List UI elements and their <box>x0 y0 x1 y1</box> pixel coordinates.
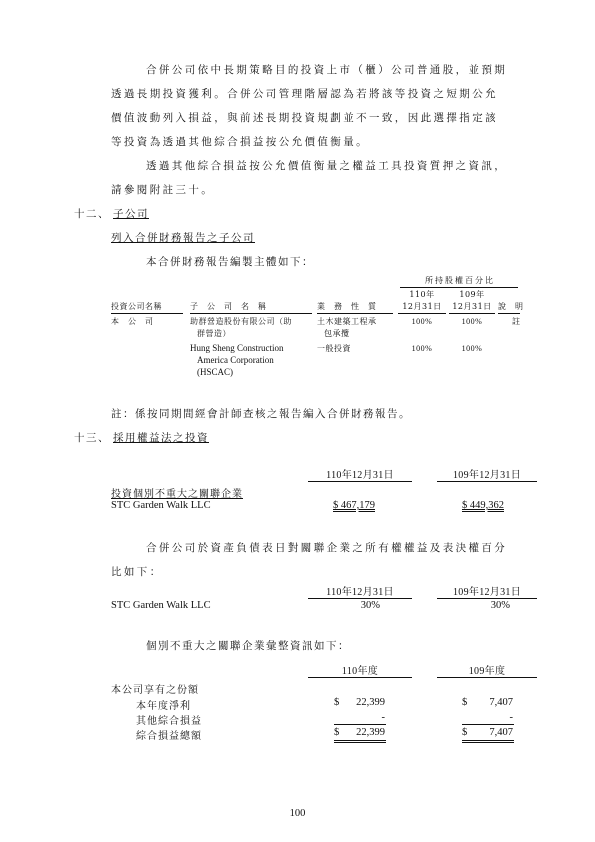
header-investor: 投資公司名稱 <box>111 302 162 311</box>
footnote: 註：係按同期間經會計師查核之報告編入合併財務報告。 <box>111 408 411 420</box>
section-title: 採用權益法之投資 <box>113 432 209 444</box>
subsection-title: 列入合併財務報告之子公司 <box>111 232 255 244</box>
cell-business: 土木建築工程承 <box>317 317 377 326</box>
table-intro: 本合併財務報告編製主體如下： <box>146 256 314 268</box>
cell-subsidiary-cont: 群營造） <box>197 329 231 338</box>
cell-110: 100% <box>411 317 433 326</box>
cell-subsidiary-cont: America Corporation <box>197 355 274 365</box>
cell-subsidiary-cont: (HSCAC) <box>197 367 234 377</box>
header-business: 業 務 性 質 <box>317 302 377 311</box>
value-109: 7,407 <box>489 727 513 738</box>
header-109-year: 109年 <box>459 290 485 299</box>
row-label: STC Garden Walk LLC <box>111 600 211 611</box>
paragraph-line: 價值波動列入損益，與前述長期投資規劃並不一致，因此選擇指定該 <box>111 112 498 124</box>
value-110: 30% <box>360 600 380 611</box>
header-subsidiary: 子 公 司 名 稱 <box>190 302 267 311</box>
header-110-year: 110年 <box>409 290 435 299</box>
group-header: 所持股權百分比 <box>425 276 495 285</box>
section-number: 十二、 <box>74 208 110 220</box>
section-title: 子公司 <box>113 208 149 220</box>
col-header-110: 110年12月31日 <box>326 587 394 598</box>
cell-110: 100% <box>411 344 433 353</box>
value-110: 22,399 <box>356 727 385 738</box>
page-number: 100 <box>289 808 306 819</box>
paragraph-line: 透過其他綜合損益按公允價值衡量之權益工具投資質押之資訊， <box>146 160 508 172</box>
cell-subsidiary: Hung Sheng Construction <box>190 343 284 353</box>
currency-symbol: $ <box>462 697 468 708</box>
value-109: 7,407 <box>489 697 513 708</box>
col-header-109: 109年度 <box>468 666 506 677</box>
value-109: - <box>509 712 513 723</box>
cell-business: 一般投資 <box>317 344 351 353</box>
cell-business-cont: 包承攬 <box>324 329 350 338</box>
cell-investor: 本 公 司 <box>111 317 154 326</box>
currency-symbol: $ <box>462 727 468 738</box>
paragraph-line: 合併公司依中長期策略目的投資上市（櫃）公司普通股，並預期 <box>146 64 508 76</box>
paragraph-line: 等投資為透過其他綜合損益按公允價值衡量。 <box>111 136 369 148</box>
row-label: 其他綜合損益 <box>136 716 202 727</box>
cell-109: 100% <box>461 344 483 353</box>
value-109: $ 449,362 <box>462 500 504 511</box>
cell-109: 100% <box>461 317 483 326</box>
summary-intro: 個別不重大之關聯企業彙整資訊如下： <box>146 640 350 652</box>
value-110: - <box>381 712 385 723</box>
col-header-110: 110年12月31日 <box>326 470 394 481</box>
group-label: 投資個別不重大之關聯企業 <box>111 489 243 500</box>
cell-subsidiary: 助群營造股份有限公司（助 <box>190 317 292 326</box>
paragraph-line: 透過長期投資獲利。合併公司管理階層認為若將該等投資之短期公允 <box>111 88 498 100</box>
row-label: 本年度淨利 <box>136 701 191 712</box>
currency-symbol: $ <box>334 697 340 708</box>
paragraph-line: 合併公司於資產負債表日對關聯企業之所有權權益及表決權百分 <box>146 542 508 554</box>
paragraph-line: 比如下： <box>111 566 163 578</box>
header-110-date: 12月31日 <box>402 302 442 311</box>
group-label: 本公司享有之份額 <box>111 685 199 696</box>
row-label: STC Garden Walk LLC <box>111 500 211 511</box>
cell-note: 註 <box>512 317 521 326</box>
header-note: 說 明 <box>498 302 524 311</box>
value-109: 30% <box>490 600 510 611</box>
header-109-date: 12月31日 <box>452 302 492 311</box>
row-label: 綜合損益總額 <box>136 731 202 742</box>
section-number: 十三、 <box>74 432 110 444</box>
col-header-109: 109年12月31日 <box>453 587 521 598</box>
value-110: $ 467,179 <box>333 500 375 511</box>
paragraph-line: 請參閱附註三十。 <box>111 184 215 196</box>
col-header-110: 110年度 <box>341 666 379 677</box>
col-header-109: 109年12月31日 <box>453 470 521 481</box>
value-110: 22,399 <box>356 697 385 708</box>
currency-symbol: $ <box>334 727 340 738</box>
